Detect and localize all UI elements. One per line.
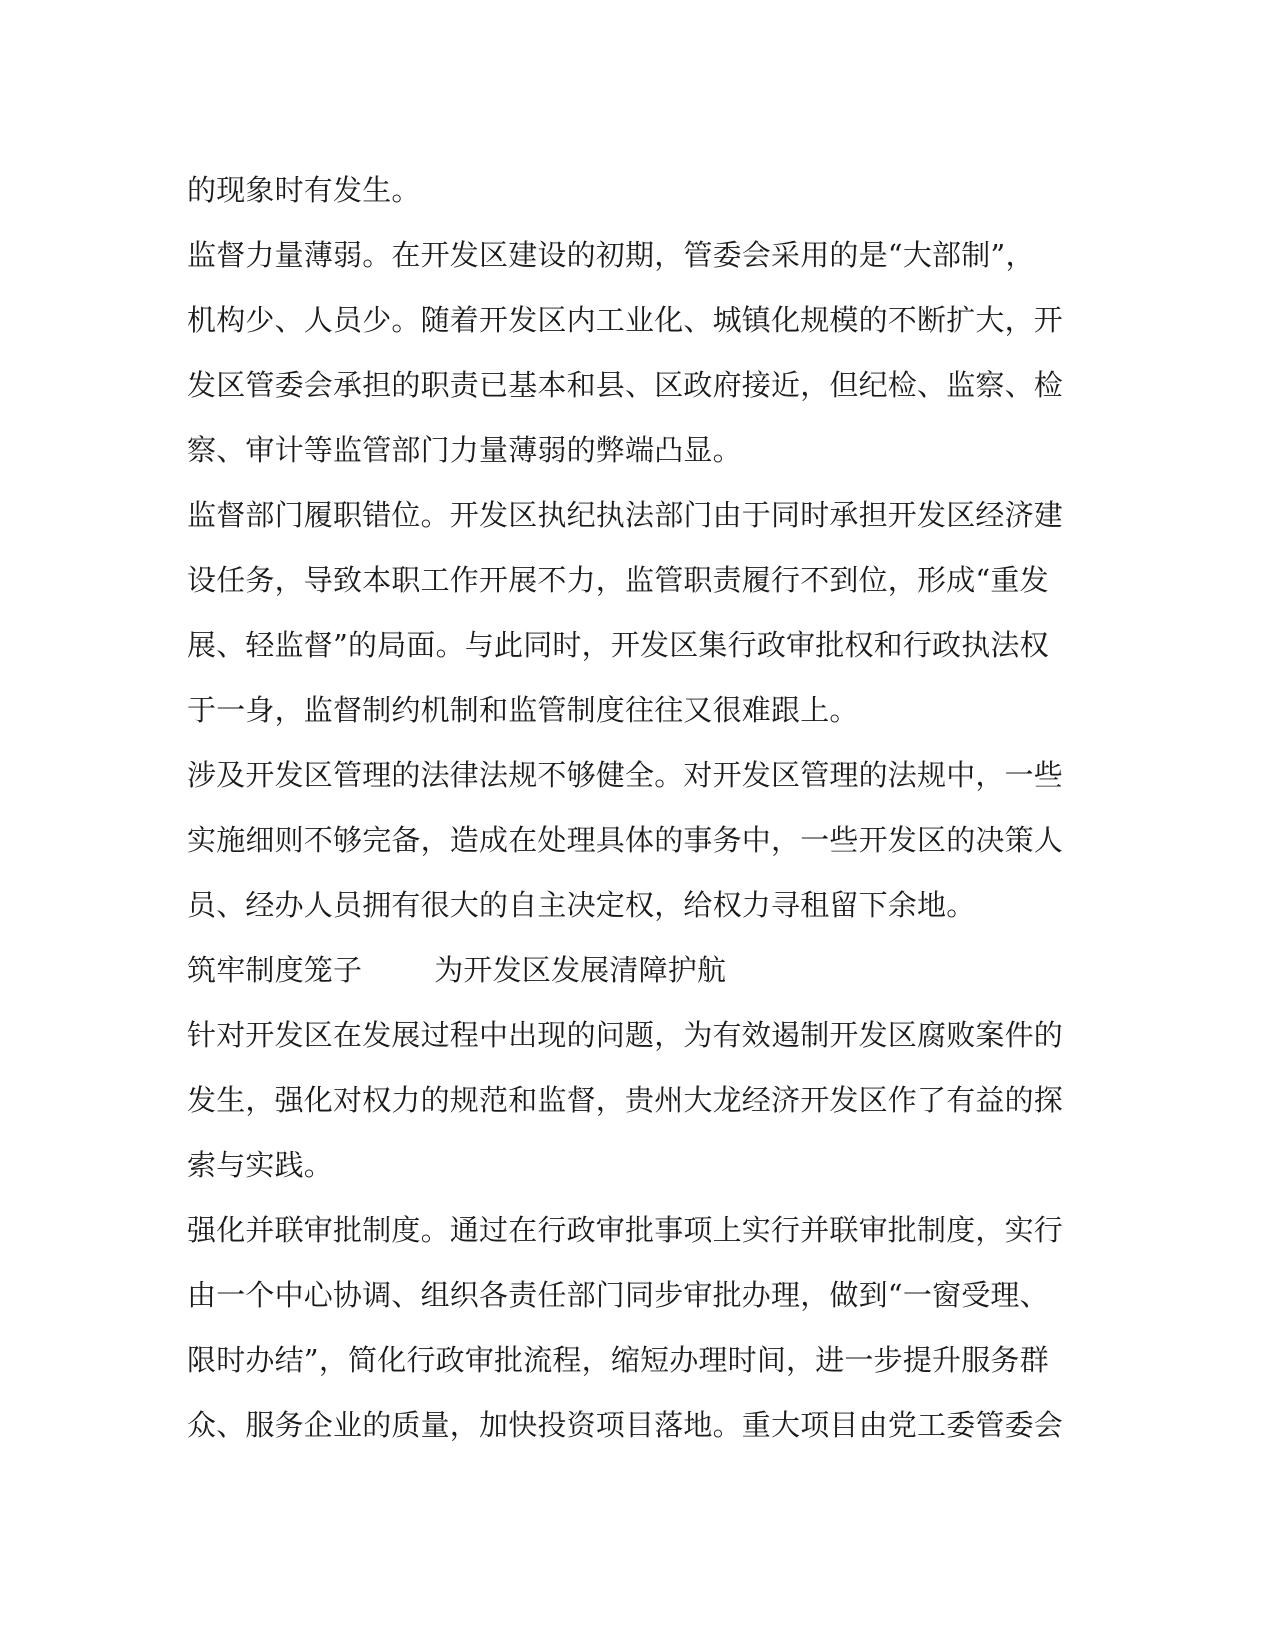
text-line: 实施细则不够完备，造成在处理具体的事务中，一些开发区的决策人 bbox=[187, 823, 1064, 857]
text-line: 监督部门履职错位。开发区执纪执法部门由于同时承担开发区经济建 bbox=[187, 498, 1064, 532]
text-line: 强化并联审批制度。通过在行政审批事项上实行并联审批制度，实行 bbox=[187, 1213, 1064, 1247]
text-line: 展、轻监督”的局面。与此同时，开发区集行政审批权和行政执法权 bbox=[187, 628, 1049, 662]
text-line: 于一身，监督制约机制和监管制度往往又很难跟上。 bbox=[187, 693, 859, 727]
text-line: 察、审计等监管部门力量薄弱的弊端凸显。 bbox=[187, 433, 742, 467]
text-line: 机构少、人员少。随着开发区内工业化、城镇化规模的不断扩大，开 bbox=[187, 303, 1064, 337]
text-line: 设任务，导致本职工作开展不力，监管职责履行不到位，形成“重发 bbox=[187, 563, 1049, 597]
text-line: 索与实践。 bbox=[187, 1148, 334, 1182]
section-heading-right: 为开发区发展清障护航 bbox=[434, 953, 727, 987]
section-heading-left: 筑牢制度笼子 bbox=[187, 953, 363, 987]
document-page bbox=[187, 158, 1067, 1458]
text-line: 的现象时有发生。 bbox=[187, 173, 421, 207]
text-line: 众、服务企业的质量，加快投资项目落地。重大项目由党工委管委会 bbox=[187, 1408, 1064, 1442]
text-line: 由一个中心协调、组织各责任部门同步审批办理，做到“一窗受理、 bbox=[187, 1278, 1049, 1312]
section-heading bbox=[187, 938, 1067, 1003]
text-line: 员、经办人员拥有很大的自主决定权，给权力寻租留下余地。 bbox=[187, 888, 976, 922]
text-line: 限时办结”，简化行政审批流程，缩短办理时间，进一步提升服务群 bbox=[187, 1343, 1049, 1377]
text-line: 发生，强化对权力的规范和监督，贵州大龙经济开发区作了有益的探 bbox=[187, 1083, 1064, 1117]
text-line: 监督力量薄弱。在开发区建设的初期，管委会采用的是“大部制”， bbox=[187, 238, 1035, 272]
text-line: 涉及开发区管理的法律法规不够健全。对开发区管理的法规中，一些 bbox=[187, 758, 1064, 792]
text-line: 针对开发区在发展过程中出现的问题，为有效遏制开发区腐败案件的 bbox=[187, 1018, 1064, 1052]
text-line: 发区管委会承担的职责已基本和县、区政府接近，但纪检、监察、检 bbox=[187, 368, 1064, 402]
